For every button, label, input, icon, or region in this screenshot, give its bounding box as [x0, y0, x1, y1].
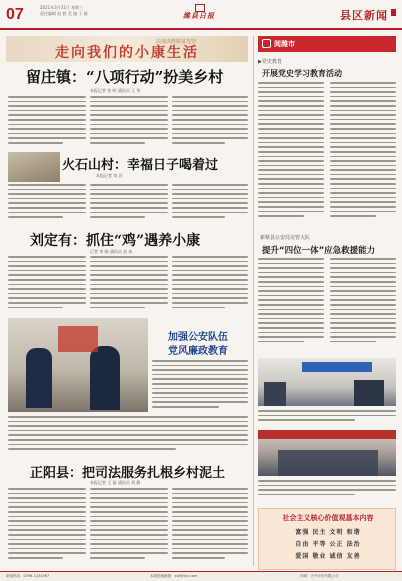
column-divider: [253, 36, 254, 566]
banner-subtitle: 决战决胜脱贫攻坚: [156, 39, 197, 45]
police-ceremony-photo: [8, 318, 148, 412]
article-1-byline: 本报记者 张 明 通讯员 王 华: [90, 88, 141, 93]
right-headline-2: 提升“四位一体”应急救援能力: [262, 246, 376, 256]
article-3-column-2: [90, 256, 168, 314]
section-marker-icon: [391, 9, 396, 16]
article-3-byline: 记者 李 刚 通讯员 赵 冰: [90, 249, 133, 254]
column-logo-icon: [262, 39, 271, 48]
footer-printer: 印刷：天中印务有限公司: [300, 574, 339, 578]
article-5-title: 正阳县：把司法服务扎根乡村泥土: [30, 466, 226, 481]
article-4-lead: [8, 416, 248, 458]
right-article-2-column-2: [330, 258, 396, 354]
feature-banner: [6, 36, 248, 62]
article-3-column-3: [172, 256, 248, 314]
article-5-column-1: [8, 488, 86, 568]
core-values-line-2: 自由 平等 公正 法治: [295, 541, 361, 548]
person-group-left: [264, 382, 286, 406]
right-photo-1-caption: [258, 410, 396, 426]
person-group-right: [354, 380, 384, 406]
article-1-title: 留庄镇：“八项行动”扮美乡村: [26, 68, 224, 86]
article-2-byline: 本报记者 刘 洋: [96, 173, 123, 178]
officer-figure-1: [26, 348, 52, 408]
article-4-body: [152, 360, 248, 412]
article-4-title-line-2: 党风廉政教育: [168, 346, 228, 357]
masthead: [178, 4, 238, 18]
page-number: 07: [6, 6, 24, 23]
column-label: 阅潍市: [274, 40, 295, 48]
section-title: 县区新闻: [340, 9, 388, 22]
right-headline-1: 开展党史学习教育活动: [262, 69, 342, 78]
right-article-1-column-1: [258, 82, 324, 232]
officer-figure-2: [90, 346, 120, 410]
issue-date: [40, 5, 110, 17]
core-values-title: 社会主义核心价值观基本内容: [282, 514, 374, 522]
banner-backdrop: [58, 326, 98, 352]
right-kicker-1: ▶党史教育: [258, 59, 282, 65]
issue-date-line: 2021年3月31日 星期三: [40, 5, 84, 10]
page-footer: [0, 571, 402, 581]
banner-title: 走向我们的小康生活: [55, 45, 199, 61]
article-2-column-1: [8, 184, 86, 224]
article-2-column-3: [172, 184, 248, 224]
article-1-column-3: [172, 96, 248, 148]
right-article-1-column-2: [330, 82, 396, 232]
right-column-header: [258, 36, 396, 52]
right-photo-2: [258, 430, 396, 476]
article-5-column-3: [172, 488, 248, 568]
footer-hotline: 新闻热线：0396-1234567: [6, 574, 50, 578]
article-1-column-2: [90, 96, 168, 148]
core-values-box: [258, 508, 396, 570]
article-2-title: 火石山村：幸福日子喝着过: [62, 158, 219, 173]
sign-board: [302, 362, 372, 372]
article-5-column-2: [90, 488, 168, 568]
right-article-2-column-1: [258, 258, 324, 354]
crowd: [278, 450, 378, 476]
article-3-title: 刘定有：抓住“鸡”遇养小康: [30, 233, 201, 249]
article-2-column-2: [90, 184, 168, 224]
right-photo-2-caption: [258, 480, 396, 504]
right-photo-1: [258, 358, 396, 406]
core-values-line-3: 爱国 敬业 诚信 友善: [295, 553, 361, 560]
article-3-column-1: [8, 256, 86, 314]
article-2-photo: [8, 152, 60, 182]
red-banner: [258, 430, 396, 439]
page-header: [0, 0, 402, 30]
editor-line: 责任编辑 赵 毅 美 编 于 婧: [40, 11, 88, 16]
footer-email: 本版投稿邮箱：xw@rbx.com: [150, 574, 198, 578]
masthead-name: 潍县日报: [183, 11, 215, 20]
article-4-title-line-1: 加强公安队伍: [168, 332, 228, 343]
right-kicker-2: 新蔡县公安局交管大队: [260, 235, 311, 241]
article-1-column-1: [8, 96, 86, 148]
article-5-byline: 本报记者 王 磊 通讯员 刘 静: [90, 480, 141, 485]
core-values-line-1: 富强 民主 文明 和谐: [295, 529, 361, 536]
